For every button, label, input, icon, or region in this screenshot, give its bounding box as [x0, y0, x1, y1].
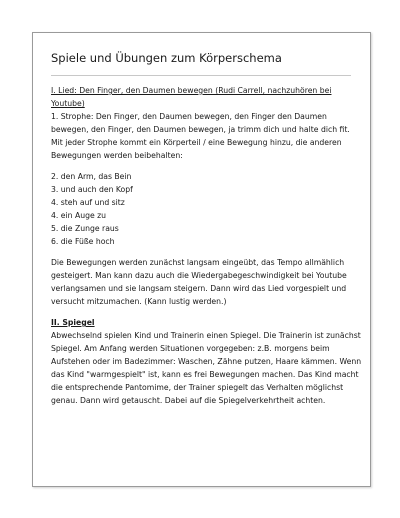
section-1-instruction: Mit jeder Strophe kommt ein Körperteil / eine Bewegung hinzu, die anderen Bewegungen werden beibehalten: [51, 138, 342, 160]
list-item: 4. ein Auge zu [51, 211, 107, 220]
list-item: 4. steh auf und sitz [51, 198, 125, 207]
section-1-closing: Die Bewegungen werden zunächst langsam eingeübt, das Tempo allmählich gesteigert. Man kann dazu auch die Wiedergabegeschwindigkeit bei Youtube verlangsamen und sie langsam steigern. Dann wird das Lied vorgespielt und versucht mitzumachen. (Kann lustig werden.) [51, 258, 347, 306]
document-content [51, 51, 363, 407]
list-item: 5. die Zunge raus [51, 224, 119, 233]
title-divider [51, 75, 351, 76]
verse-list [51, 170, 363, 248]
section-1-heading: I. Lied: Den Finger, den Daumen bewegen (Rudi Carrell, nachzuhören bei Youtube) [51, 86, 332, 108]
spacer [51, 162, 363, 170]
list-item: 2. den Arm, das Bein [51, 172, 132, 181]
list-item: 6. die Füße hoch [51, 237, 115, 246]
section-1-verse: 1. Strophe: Den Finger, den Daumen bewegen, den Finger den Daumen bewegen, den Finger, den Daumen bewegen, ja trimm dich und halte dich fit. [51, 112, 350, 134]
section-2-body: Abwechselnd spielen Kind und Trainerin einen Spiegel. Die Trainerin ist zunächst Spiegel. Am Anfang werden Situationen vorgegeben: z.B. morgens beim Aufstehen oder im Badezimmer: Waschen, Zähne putzen, Haare kämmen. Wenn das Kind "warmgespielt" ist, kann es frei Bewegungen machen. Das Kind macht die entsprechende Pantomime, der Trainer spiegelt das Verhalten möglichst genau. Dann wird getauscht. Dabei auf die Spiegelverkehrtheit achten. [51, 331, 362, 405]
spacer [51, 248, 363, 256]
document-page [32, 32, 371, 487]
list-item: 3. und auch den Kopf [51, 185, 133, 194]
spacer [51, 308, 363, 316]
document-title: Spiele und Übungen zum Körperschema [51, 51, 282, 65]
section-2-heading: II. Spiegel [51, 318, 95, 327]
